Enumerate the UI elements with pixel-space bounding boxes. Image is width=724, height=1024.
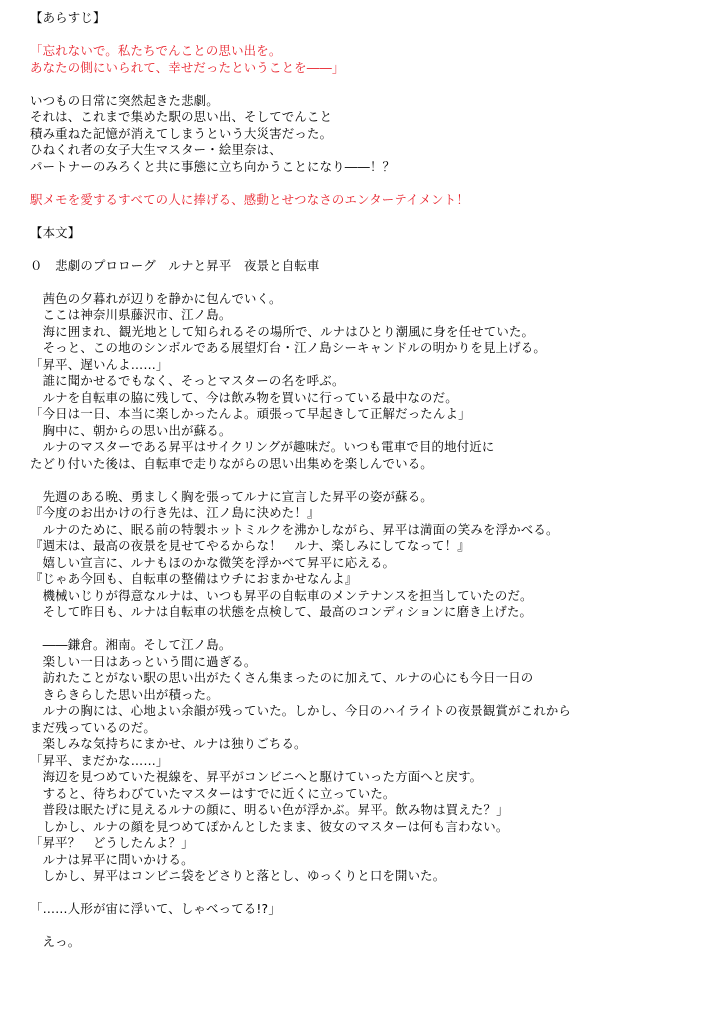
text-line: きらきらした思い出が積った。 [30,686,219,702]
highlight-text-line: 「忘れないで。私たちでんことの思い出を。 [30,43,282,58]
text-line: ルナのために、眠る前の特製ホットミルクを沸かしながら、昇平は満面の笑みを浮かべる。 [30,521,559,537]
text-line: 嬉しい宣言に、ルナもほのかな微笑を浮かべて昇平に応える。 [30,554,396,570]
blank-line [30,621,710,638]
text-line: ルナは昇平に問いかける。 [30,851,194,867]
text-line: ――鎌倉。湘南。そして江ノ島。 [30,637,232,652]
text-line: 『週末は、最高の夜景を見せてやるからな！ ルナ、楽しみにしてなって！』 [30,538,470,553]
text-line: 胸中に、朝からの思い出が蘇る。 [30,422,232,438]
text-line: 楽しい一日はあっという間に過ぎる。 [30,653,257,669]
text-line: 楽しみな気持ちにまかせ、ルナは独りごちる。 [30,736,307,751]
text-line: 「……人形が宙に浮いて、しゃべってる!?」 [30,901,281,916]
highlight-text-line: 駅メモを愛するすべての人に捧げる、感動とせつなさのエンターテイメント！ [30,191,469,207]
text-line: 「昇平、まだかな……」 [30,752,169,768]
text-line: 【本文】 [30,224,81,240]
text-line: ０ 悲劇のプロローグ ルナと昇平 夜景と自転車 [30,257,320,273]
text-line: 『じゃあ今回も、自転車の整備はウチにおまかせなんよ』 [30,571,358,586]
text-line: 「昇平、遅いんよ……」 [30,356,169,372]
text-line: 訪れたことがない駅の思い出がたくさん集まったのに加えて、ルナの心にも今日一日の [30,670,534,685]
blank-line [30,885,710,902]
text-line: 先週のある晩、勇ましく胸を張ってルナに宣言した昇平の姿が蘇る。 [30,488,433,504]
blank-line [30,472,710,489]
text-line: 機械いじりが得意なルナは、いつも昇平の自転車のメンテナンスを担当していたのだ。 [30,587,533,603]
document-body [30,10,710,951]
text-line: いつもの日常に突然起きた悲劇。 [30,92,219,108]
text-line: それは、これまで集めた駅の思い出、そしてでんこと [30,109,333,124]
blank-line [30,76,710,93]
text-line: パートナーのみろくと共に事態に立ち向かうことになり――！？ [30,158,396,174]
text-line: そして昨日も、ルナは自転車の状態を点検して、最高のコンディションに磨き上げた。 [30,604,533,619]
text-line: 海に囲まれ、観光地として知られるその場所で、ルナはひとり潮風に身を任せていた。 [30,323,535,339]
text-line: すると、待ちわびていたマスターはすでに近くに立っていた。 [30,785,396,801]
text-line: 海辺を見つめていた視線を、昇平がコンビニへと駆けていった方面へと戻す。 [30,769,483,784]
blank-line [30,274,710,291]
text-line: 「今日は一日、本当に楽しかったんよ。頑張って早起きして正解だったんよ」 [30,406,471,421]
blank-line [30,241,710,258]
text-line: そっと、この地のシンボルである展望灯台・江ノ島シーキャンドルの明かりを見上げる。 [30,340,546,355]
text-line: 『今度のお出かけの行き先は、江ノ島に決めた！』 [30,505,320,520]
text-line: ひねくれ者の女子大生マスター・絵里奈は、 [30,142,282,157]
text-line: ルナの胸には、心地よい余韻が残っていた。しかし、今日のハイライトの夜景観賞がこれから [30,703,572,718]
text-line: 誰に聞かせるでもなく、そっとマスターの名を呼ぶ。 [30,373,345,388]
blank-line [30,175,710,192]
blank-line [30,918,710,935]
text-line: 【あらすじ】 [30,10,106,25]
text-line: 積み重ねた記憶が消えてしまうという大災害だった。 [30,125,333,141]
text-line: 「昇平？ どうしたんよ？」 [30,835,194,850]
blank-line [30,208,710,225]
text-line: たどり付いた後は、自転車で走りながらの思い出集めを楽しんでいる。 [30,455,433,471]
text-line: ルナを自転車の脇に残して、今は飲み物を買いに行っている最中なのだ。 [30,389,458,405]
text-line: ここは神奈川県藤沢市、江ノ島。 [30,307,232,322]
text-line: 普段は眠たげに見えるルナの顔に、明るい色が浮かぶ。昇平。飲み物は買えた？」 [30,802,509,817]
text-line: えっ。 [30,934,81,949]
text-line: ルナのマスターである昇平はサイクリングが趣味だ。いつも電車で目的地付近に [30,439,495,454]
text-line: まだ残っているのだ。 [30,719,156,735]
text-line: しかし、昇平はコンビニ袋をどさりと落とし、ゆっくりと口を開いた。 [30,868,446,883]
text-line: 茜色の夕暮れが辺りを静かに包んでいく。 [30,290,282,306]
text-line: しかし、ルナの顔を見つめてぽかんとしたまま、彼女のマスターは何も言わない。 [30,818,509,834]
highlight-text-line: あなたの側にいられて、幸せだったということを――」 [30,59,345,75]
blank-line [30,27,710,44]
